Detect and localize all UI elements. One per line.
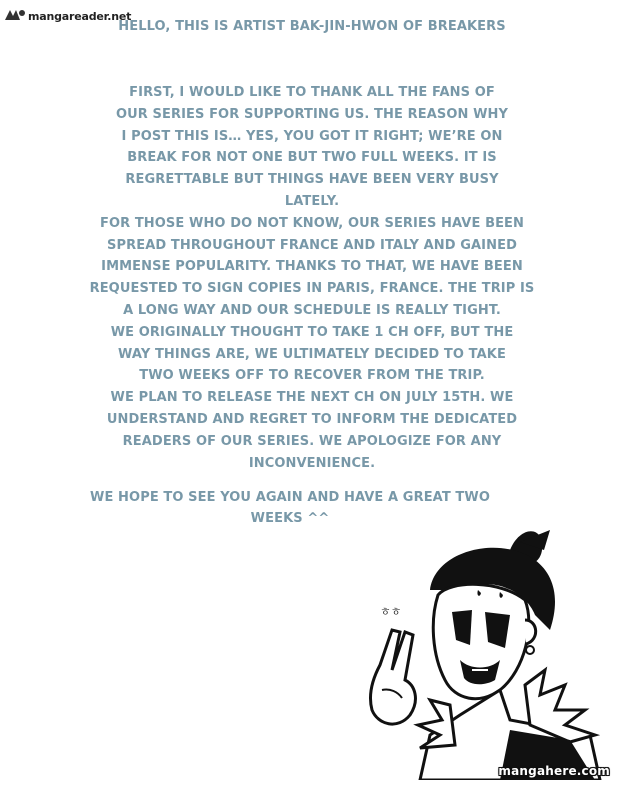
doodle-text: ㅎㅎ (380, 605, 402, 618)
closing-line: WEEKS ^^ (250, 511, 330, 526)
body-line: READERS OF OUR SERIES. WE APOLOGIZE FOR ANY (122, 433, 502, 449)
body-line: WE ORIGINALLY THOUGHT TO TAKE 1 CH OFF, BUT THE (110, 324, 514, 340)
note-heading: HELLO, THIS IS ARTIST BAK-JIN-HWON OF BREAKERS (118, 19, 506, 34)
body-line: LATELY. (284, 193, 340, 209)
body-line: UNDERSTAND AND REGRET TO INFORM THE DEDICATED (106, 411, 518, 427)
body-line: INCONVENIENCE. (248, 455, 376, 471)
body-line: WAY THINGS ARE, WE ULTIMATELY DECIDED TO TAKE (118, 346, 506, 362)
artist-character-illustration (360, 520, 610, 780)
body-line: I POST THIS IS… YES, YOU GOT IT RIGHT; WE’RE ON (121, 128, 503, 144)
body-line: WE PLAN TO RELEASE THE NEXT CH ON JULY 15TH. WE (110, 390, 514, 406)
watermark-top-text: mangareader.net (28, 10, 132, 23)
body-line: FOR THOSE WHO DO NOT KNOW, OUR SERIES HAVE BEEN (99, 215, 525, 231)
body-line: TWO WEEKS OFF TO RECOVER FROM THE TRIP. (139, 368, 485, 384)
body-line: FIRST, I WOULD LIKE TO THANK ALL THE FANS OF (129, 85, 495, 100)
body-line: REGRETTABLE BUT THINGS HAVE BEEN VERY BUSY (125, 172, 499, 188)
body-line: BREAK FOR NOT ONE BUT TWO FULL WEEKS. IT IS (127, 150, 497, 166)
body-line: SPREAD THROUGHOUT FRANCE AND ITALY AND GAINED (107, 237, 517, 253)
body-line: A LONG WAY AND OUR SCHEDULE IS REALLY TIGHT. (123, 302, 501, 318)
body-line: OUR SERIES FOR SUPPORTING US. THE REASON WHY (115, 106, 509, 122)
body-line: IMMENSE POPULARITY. THANKS TO THAT, WE HAVE BEEN (101, 259, 523, 275)
body-line: REQUESTED TO SIGN COPIES IN PARIS, FRANCE. THE TRIP IS (89, 281, 535, 297)
note-body (20, 82, 604, 474)
site-watermark-bottom: mangahere.com (498, 764, 610, 778)
closing-line: WE HOPE TO SEE YOU AGAIN AND HAVE A GREAT TWO (90, 490, 490, 505)
